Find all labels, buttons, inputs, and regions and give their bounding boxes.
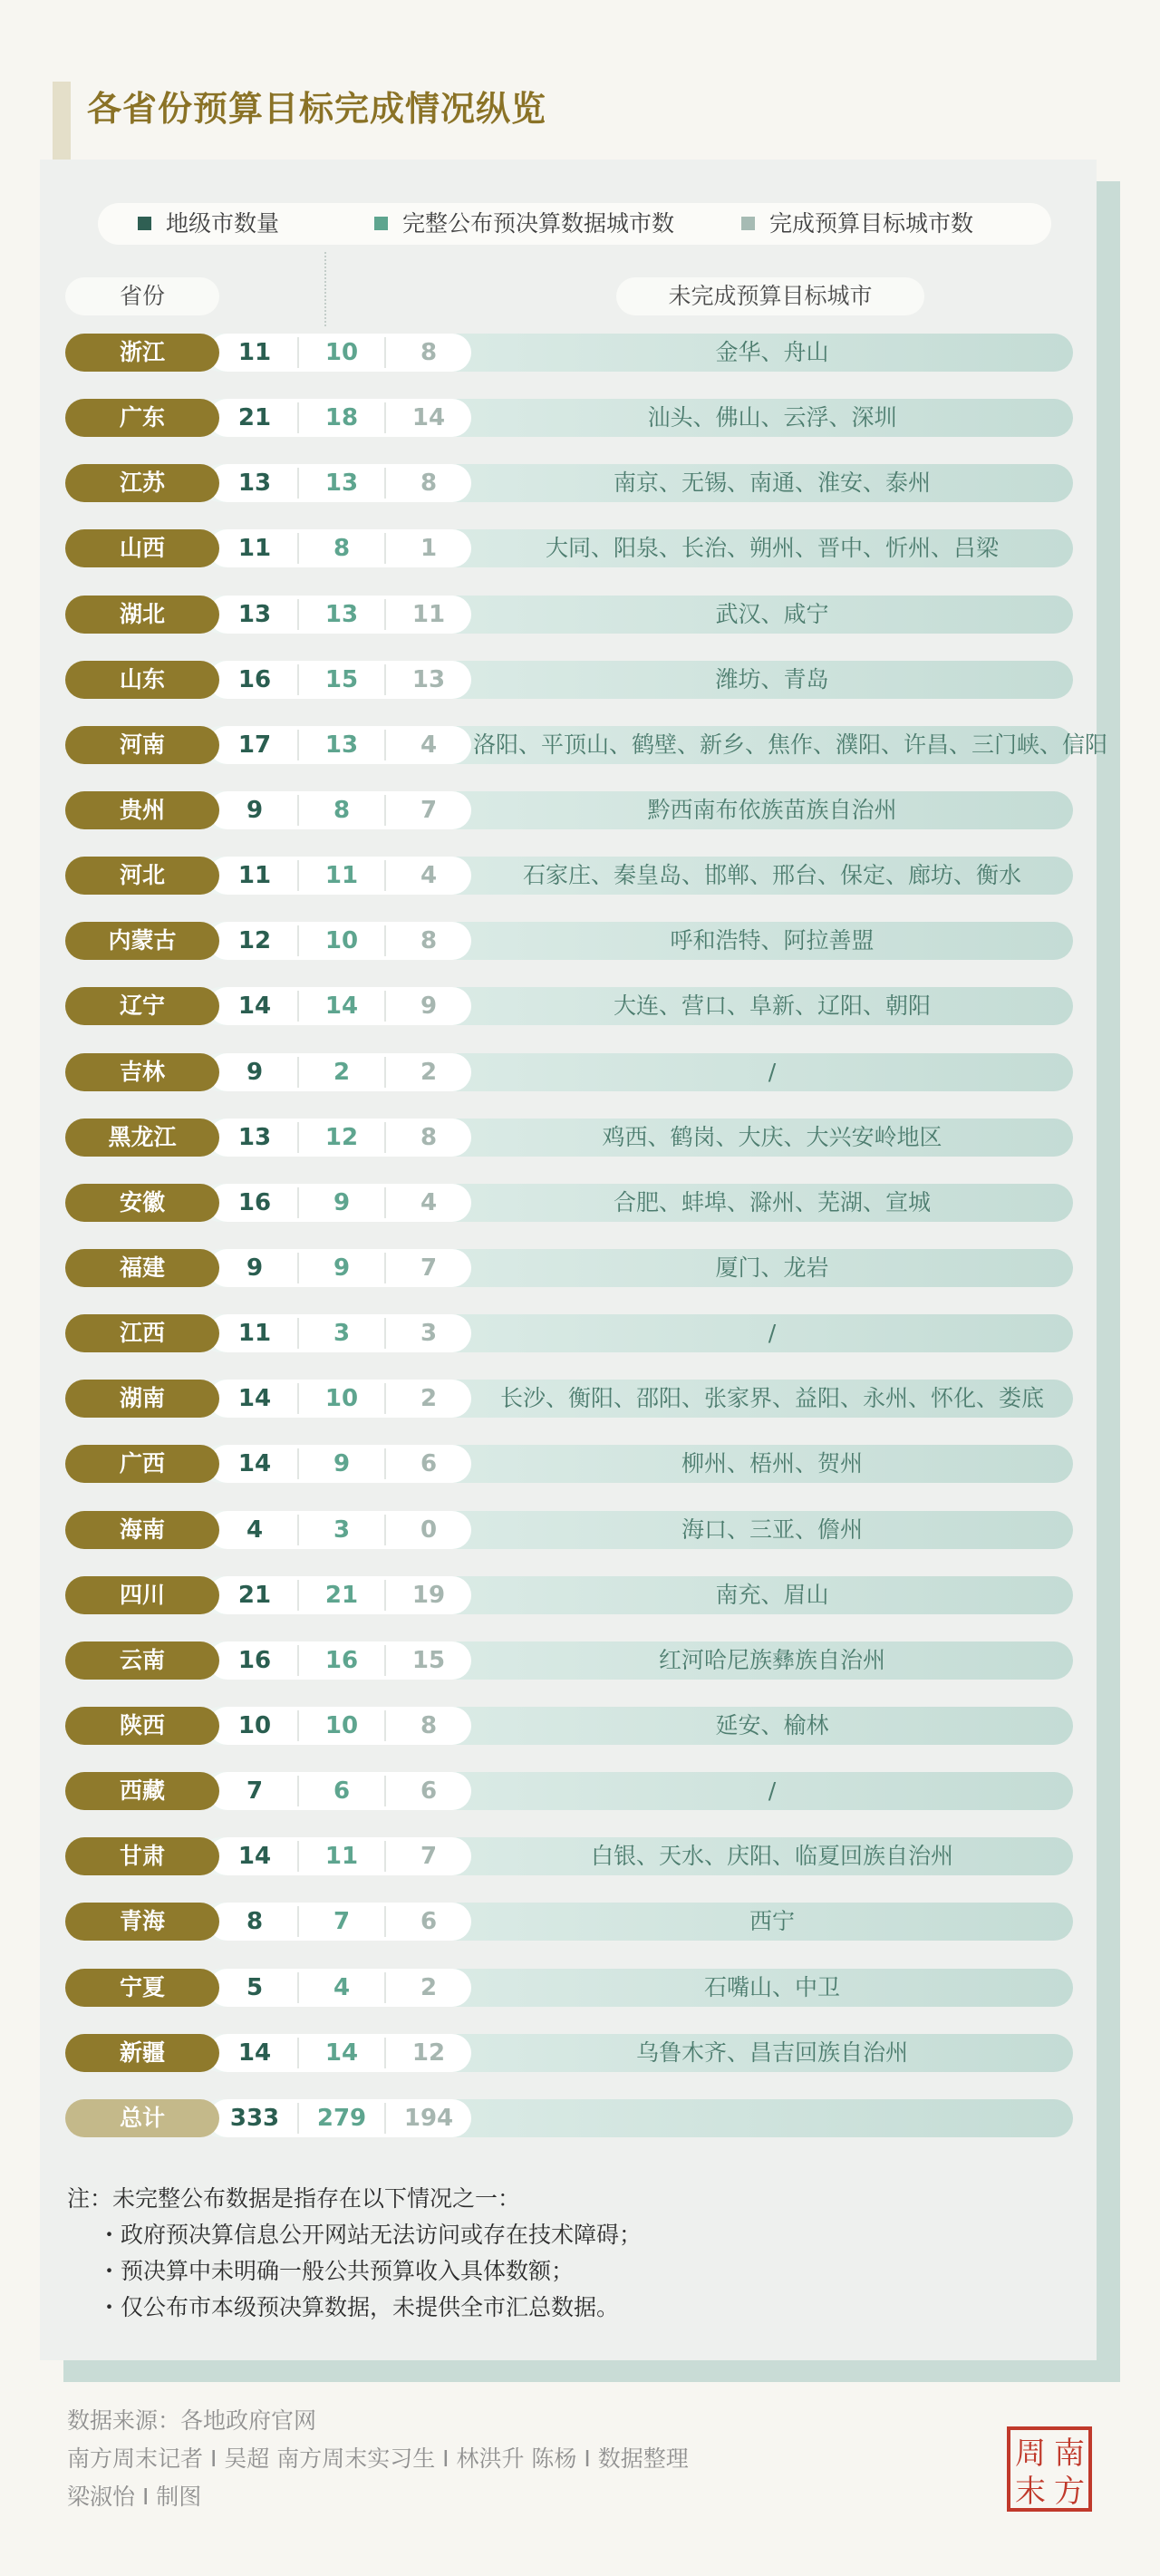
- number-separator: [297, 1253, 299, 1283]
- number-separator: [297, 925, 299, 956]
- prefecture-count: 14: [237, 1385, 272, 1412]
- incomplete-cities: 海口、三亚、儋州: [681, 1516, 863, 1543]
- published-count: 11: [324, 1843, 359, 1870]
- footnote-bullet: ・政府预决算信息公开网站无法访问或存在技术障碍；: [98, 2222, 643, 2248]
- table-row: [65, 2034, 1073, 2072]
- incomplete-cities: 延安、榆林: [715, 1712, 829, 1738]
- prefecture-count: 11: [237, 339, 272, 366]
- number-separator: [384, 1515, 386, 1545]
- number-separator: [297, 2103, 299, 2134]
- completed-count: 4: [420, 731, 438, 759]
- prefecture-count: 333: [229, 2105, 280, 2132]
- province-label: 甘肃: [65, 1837, 219, 1875]
- published-count: 9: [333, 1254, 351, 1282]
- incomplete-cities: /: [768, 1320, 777, 1346]
- number-separator: [384, 533, 386, 564]
- published-count: 2: [333, 1059, 351, 1086]
- province-label: 宁夏: [65, 1969, 219, 2007]
- province-label: 黑龙江: [65, 1119, 219, 1157]
- prefecture-count: 9: [246, 797, 264, 824]
- number-separator: [297, 1776, 299, 1806]
- province-label: 吉林: [65, 1053, 219, 1091]
- number-separator: [297, 1383, 299, 1414]
- province-label: 广东: [65, 399, 219, 437]
- published-count: 9: [333, 1189, 351, 1216]
- number-separator: [384, 664, 386, 695]
- number-separator: [297, 1972, 299, 2003]
- incomplete-cities: 大同、阳泉、长治、朔州、晋中、忻州、吕梁: [545, 535, 999, 561]
- number-separator: [297, 599, 299, 630]
- published-count: 7: [333, 1908, 351, 1935]
- table-row: [65, 1380, 1073, 1418]
- published-count: 3: [333, 1320, 351, 1347]
- completed-count: 2: [420, 1059, 438, 1086]
- table-row: [65, 1707, 1073, 1745]
- completed-count: 7: [420, 797, 438, 824]
- number-separator: [384, 468, 386, 499]
- published-count: 13: [324, 601, 359, 628]
- incomplete-cities: 鸡西、鹤岗、大庆、大兴安岭地区: [602, 1124, 942, 1150]
- table-row: [65, 1249, 1073, 1287]
- number-separator: [297, 730, 299, 760]
- province-label: 云南: [65, 1641, 219, 1680]
- table-row: [65, 1053, 1073, 1091]
- province-label: 贵州: [65, 791, 219, 829]
- province-label: 江苏: [65, 464, 219, 502]
- number-separator: [384, 402, 386, 433]
- total-row: [65, 2099, 1073, 2137]
- number-separator: [384, 1383, 386, 1414]
- number-separator: [297, 795, 299, 826]
- incomplete-cities: /: [768, 1059, 777, 1085]
- number-separator: [297, 2038, 299, 2068]
- published-count: 14: [324, 2039, 359, 2067]
- completed-count: 9: [420, 993, 438, 1020]
- table-row: [65, 1511, 1073, 1549]
- incomplete-cities: 黔西南布依族苗族自治州: [647, 797, 897, 823]
- number-separator: [384, 991, 386, 1022]
- number-separator: [384, 795, 386, 826]
- logo-char: 南: [1054, 2436, 1085, 2472]
- prefecture-count: 12: [237, 927, 272, 954]
- number-separator: [384, 337, 386, 368]
- table-row: [65, 1576, 1073, 1614]
- number-separator: [297, 991, 299, 1022]
- incomplete-cities: 汕头、佛山、云浮、深圳: [647, 404, 897, 431]
- number-separator: [384, 1841, 386, 1872]
- table-row: [65, 922, 1073, 960]
- province-label: 辽宁: [65, 987, 219, 1025]
- number-separator: [384, 1253, 386, 1283]
- credit-graphics: 梁淑怡 I 制图: [67, 2484, 202, 2510]
- number-separator: [384, 1318, 386, 1349]
- prefecture-count: 11: [237, 1320, 272, 1347]
- logo-char: 周: [1015, 2436, 1046, 2472]
- published-count: 16: [324, 1647, 359, 1674]
- incomplete-cities: 大连、营口、阜新、辽阳、朝阳: [613, 993, 931, 1019]
- prefecture-count: 7: [246, 1777, 264, 1805]
- completed-count: 8: [420, 339, 438, 366]
- published-count: 13: [324, 470, 359, 497]
- logo-char: 末: [1015, 2474, 1046, 2510]
- published-count: 8: [333, 797, 351, 824]
- incomplete-cities: 石嘴山、中卫: [703, 1974, 840, 2000]
- table-row: [65, 464, 1073, 502]
- credit-source: 数据来源：各地政府官网: [67, 2407, 317, 2434]
- completed-count: 4: [420, 1189, 438, 1216]
- province-label: 陕西: [65, 1707, 219, 1745]
- completed-count: 7: [420, 1254, 438, 1282]
- prefecture-count: 4: [246, 1516, 264, 1544]
- table-row: [65, 1772, 1073, 1810]
- table-row: [65, 1969, 1073, 2007]
- table-row: [65, 661, 1073, 699]
- province-label: 江西: [65, 1314, 219, 1352]
- incomplete-cities: 南充、眉山: [715, 1582, 829, 1608]
- province-label: 福建: [65, 1249, 219, 1287]
- number-separator: [297, 337, 299, 368]
- incomplete-cities: 南京、无锡、南通、淮安、泰州: [613, 470, 931, 496]
- published-count: 21: [324, 1582, 359, 1609]
- number-separator: [297, 1645, 299, 1676]
- prefecture-count: 14: [237, 2039, 272, 2067]
- incomplete-cities: 呼和浩特、阿拉善盟: [670, 927, 875, 954]
- table-row: [65, 791, 1073, 829]
- table-row: [65, 1903, 1073, 1941]
- completed-count: 7: [420, 1843, 438, 1870]
- province-label: 浙江: [65, 334, 219, 372]
- incomplete-cities: 西宁: [749, 1908, 795, 1934]
- completed-count: 11: [411, 601, 446, 628]
- number-separator: [297, 1187, 299, 1218]
- legend-label: 完成预算目标城市数: [769, 210, 974, 237]
- completed-count: 1: [420, 535, 438, 562]
- number-separator: [384, 1580, 386, 1611]
- published-count: 8: [333, 535, 351, 562]
- published-count: 10: [324, 1385, 359, 1412]
- province-label: 河南: [65, 726, 219, 764]
- incomplete-cities: /: [768, 1777, 777, 1804]
- incomplete-cities: 金华、舟山: [715, 339, 829, 365]
- footnote: [67, 2181, 1064, 2326]
- number-separator: [297, 1841, 299, 1872]
- prefecture-count: 9: [246, 1059, 264, 1086]
- prefecture-count: 21: [237, 1582, 272, 1609]
- incomplete-cities: 白银、天水、庆阳、临夏回族自治州: [590, 1843, 953, 1869]
- number-separator: [384, 1448, 386, 1479]
- prefecture-count: 14: [237, 993, 272, 1020]
- completed-count: 6: [420, 1777, 438, 1805]
- prefecture-count: 10: [237, 1712, 272, 1739]
- number-separator: [297, 1515, 299, 1545]
- prefecture-count: 8: [246, 1908, 264, 1935]
- province-label: 西藏: [65, 1772, 219, 1810]
- southern-weekly-logo: [1006, 2426, 1093, 2513]
- completed-count: 194: [403, 2105, 454, 2132]
- published-count: 279: [316, 2105, 367, 2132]
- completed-count: 12: [411, 2039, 446, 2067]
- number-separator: [384, 1187, 386, 1218]
- prefecture-count: 16: [237, 1189, 272, 1216]
- prefecture-count: 14: [237, 1843, 272, 1870]
- completed-count: 13: [411, 666, 446, 693]
- table-row: [65, 1445, 1073, 1483]
- table-row: [65, 399, 1073, 437]
- completed-count: 4: [420, 862, 438, 889]
- province-label: 海南: [65, 1511, 219, 1549]
- prefecture-count: 5: [246, 1974, 264, 2001]
- credits: [67, 2402, 973, 2516]
- completed-count: 8: [420, 927, 438, 954]
- province-label: 山东: [65, 661, 219, 699]
- number-separator: [384, 860, 386, 891]
- header-province: 省份: [65, 277, 219, 315]
- completed-count: 19: [411, 1582, 446, 1609]
- prefecture-count: 16: [237, 666, 272, 693]
- page-title: 各省份预算目标完成情况纵览: [87, 89, 547, 129]
- completed-count: 8: [420, 1712, 438, 1739]
- table-row: [65, 1184, 1073, 1222]
- published-count: 12: [324, 1124, 359, 1151]
- number-separator: [297, 1906, 299, 1937]
- number-separator: [297, 1710, 299, 1741]
- province-label: 广西: [65, 1445, 219, 1483]
- number-separator: [297, 1057, 299, 1088]
- number-separator: [297, 860, 299, 891]
- number-separator: [384, 1906, 386, 1937]
- incomplete-cities: 红河哈尼族彝族自治州: [658, 1647, 885, 1673]
- table-row: [65, 334, 1073, 372]
- number-separator: [384, 730, 386, 760]
- number-separator: [384, 1776, 386, 1806]
- completed-count: 6: [420, 1908, 438, 1935]
- prefecture-count: 17: [237, 731, 272, 759]
- header-incomplete-cities: 未完成预算目标城市: [616, 277, 924, 315]
- credit-authors: 南方周末记者 I 吴超 南方周末实习生 I 林洪升 陈杨 I 数据整理: [67, 2445, 689, 2472]
- table-row: [65, 857, 1073, 895]
- province-label: 新疆: [65, 2034, 219, 2072]
- number-separator: [297, 1448, 299, 1479]
- incomplete-cities: 柳州、梧州、贺州: [681, 1450, 863, 1477]
- table-row: [65, 1314, 1073, 1352]
- legend-label: 完整公布预决算数据城市数: [402, 210, 675, 237]
- incomplete-cities: 石家庄、秦皇岛、邯郸、邢台、保定、廊坊、衡水: [522, 862, 1021, 888]
- completed-count: 15: [411, 1647, 446, 1674]
- number-separator: [384, 1057, 386, 1088]
- number-separator: [384, 599, 386, 630]
- number-separator: [297, 468, 299, 499]
- published-count: 6: [333, 1777, 351, 1805]
- footnote-bullet: ・预决算中未明确一般公共预算收入具体数额；: [98, 2258, 575, 2284]
- incomplete-cities: 洛阳、平顶山、鹤壁、新乡、焦作、濮阳、许昌、三门峡、信阳: [473, 731, 1108, 758]
- published-count: 9: [333, 1450, 351, 1477]
- province-label: 总计: [65, 2099, 219, 2137]
- number-separator: [384, 2103, 386, 2134]
- number-separator: [384, 1122, 386, 1153]
- published-count: 3: [333, 1516, 351, 1544]
- table-row: [65, 1119, 1073, 1157]
- published-count: 13: [324, 731, 359, 759]
- completed-count: 2: [420, 1974, 438, 2001]
- incomplete-cities: 厦门、龙岩: [715, 1254, 829, 1281]
- incomplete-cities: 长沙、衡阳、邵阳、张家界、益阳、永州、怀化、娄底: [499, 1385, 1044, 1411]
- province-label: 青海: [65, 1903, 219, 1941]
- number-separator: [384, 1710, 386, 1741]
- prefecture-count: 13: [237, 470, 272, 497]
- province-label: 河北: [65, 857, 219, 895]
- number-separator: [297, 1122, 299, 1153]
- number-separator: [297, 664, 299, 695]
- published-count: 10: [324, 927, 359, 954]
- legend-label: 地级市数量: [166, 210, 280, 237]
- completed-count: 0: [420, 1516, 438, 1544]
- completed-count: 6: [420, 1450, 438, 1477]
- province-label: 湖南: [65, 1380, 219, 1418]
- completed-count: 8: [420, 1124, 438, 1151]
- province-label: 四川: [65, 1576, 219, 1614]
- published-count: 18: [324, 404, 359, 431]
- prefecture-count: 14: [237, 1450, 272, 1477]
- number-separator: [384, 1645, 386, 1676]
- footnote-bullet: ・仅公布市本级预决算数据，未提供全市汇总数据。: [98, 2294, 620, 2320]
- completed-count: 14: [411, 404, 446, 431]
- incomplete-cities: 潍坊、青岛: [715, 666, 829, 692]
- published-count: 14: [324, 993, 359, 1020]
- number-separator: [297, 533, 299, 564]
- prefecture-count: 13: [237, 601, 272, 628]
- published-count: 11: [324, 862, 359, 889]
- incomplete-cities: 乌鲁木齐、昌吉回族自治州: [635, 2039, 908, 2066]
- table-row: [65, 1641, 1073, 1680]
- completed-count: 3: [420, 1320, 438, 1347]
- published-count: 15: [324, 666, 359, 693]
- table-row: [65, 596, 1073, 634]
- prefecture-count: 11: [237, 535, 272, 562]
- number-separator: [297, 1318, 299, 1349]
- table-row: [65, 529, 1073, 567]
- province-label: 山西: [65, 529, 219, 567]
- logo-char: 方: [1054, 2474, 1085, 2510]
- published-count: 10: [324, 339, 359, 366]
- published-count: 10: [324, 1712, 359, 1739]
- prefecture-count: 9: [246, 1254, 264, 1282]
- number-separator: [297, 1580, 299, 1611]
- province-label: 内蒙古: [65, 922, 219, 960]
- number-separator: [384, 2038, 386, 2068]
- province-label: 安徽: [65, 1184, 219, 1222]
- completed-count: 8: [420, 470, 438, 497]
- prefecture-count: 11: [237, 862, 272, 889]
- table-row: [65, 1837, 1073, 1875]
- published-count: 4: [333, 1974, 351, 2001]
- prefecture-count: 21: [237, 404, 272, 431]
- number-separator: [384, 1972, 386, 2003]
- table-row: [65, 987, 1073, 1025]
- footnote-intro: 注：未完整公布数据是指存在以下情况之一：: [67, 2185, 521, 2212]
- prefecture-count: 13: [237, 1124, 272, 1151]
- incomplete-cities: 武汉、咸宁: [715, 601, 829, 627]
- completed-count: 2: [420, 1385, 438, 1412]
- number-separator: [384, 925, 386, 956]
- incomplete-cities: 合肥、蚌埠、滁州、芜湖、宣城: [613, 1189, 931, 1215]
- prefecture-count: 16: [237, 1647, 272, 1674]
- table-row: [65, 726, 1108, 764]
- province-label: 湖北: [65, 596, 219, 634]
- number-separator: [297, 402, 299, 433]
